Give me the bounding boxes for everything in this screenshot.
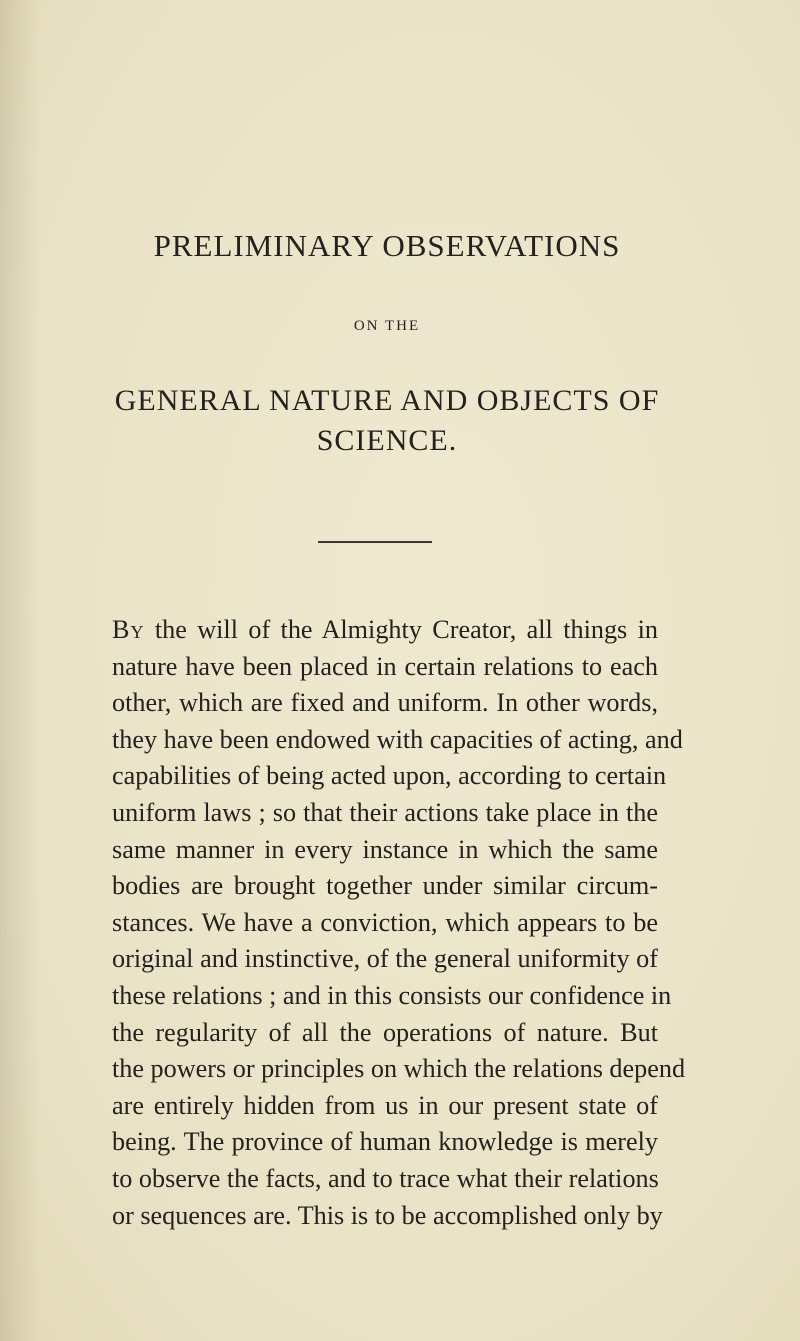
divider-rule [318, 541, 432, 543]
binding-shadow [0, 0, 40, 1341]
text-line: other, which are fixed and uniform. In other words, [112, 688, 658, 718]
text-line: they have been endowed with capacities of acting, and [112, 724, 683, 754]
subtitle-line-1: GENERAL NATURE AND OBJECTS OF [114, 384, 660, 417]
page-subtitle [0, 381, 787, 461]
text-line: original and instinctive, of the general uniformity of [112, 944, 658, 974]
text-line: uniform laws ; so that their actions take place in the [112, 797, 658, 827]
text-line: being. The province of human knowledge is merely [112, 1127, 658, 1157]
text-line: the regularity of all the operations of nature. But [112, 1017, 658, 1047]
text-line: the powers or principles on which the relations depend [112, 1054, 686, 1084]
text-line: to observe the facts, and to trace what their relations [112, 1163, 659, 1193]
text-line: bodies are brought together under similar circum- [112, 871, 658, 901]
text-line: are entirely hidden from us in our present state of [112, 1090, 658, 1120]
opening-word: By [112, 615, 145, 644]
text-line: nature have been placed in certain relations to each [112, 651, 658, 681]
page-title: PRELIMINARY OBSERVATIONS [153, 228, 621, 263]
text-line: stances. We have a conviction, which appears to be [112, 907, 658, 937]
text-line: capabilities of being acted upon, according to certain [112, 761, 667, 791]
text-line: or sequences are. This is to be accomplished only by [112, 1200, 663, 1230]
text-line: same manner in every instance in which the same [112, 834, 658, 864]
text-line: these relations ; and in this consists our confidence in [112, 980, 672, 1010]
body-paragraph [112, 612, 686, 1234]
subtitle-line-2: SCIENCE. [316, 424, 458, 457]
text-line: By the will of the Almighty Creator, all things in [112, 615, 658, 644]
title-connector: ON THE [353, 318, 421, 334]
